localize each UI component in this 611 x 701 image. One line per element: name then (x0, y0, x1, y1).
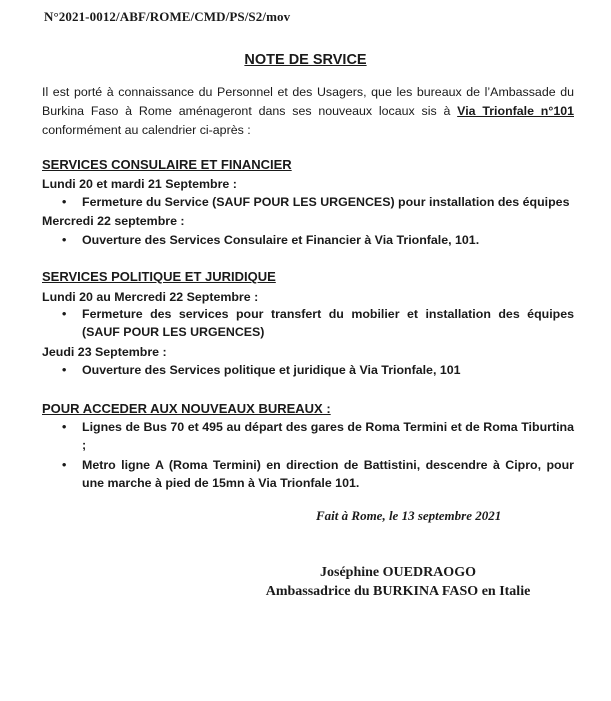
item-text: Fermeture du Service (SAUF POUR LES URGENCES) pour installation des équipes (82, 195, 570, 209)
item-text: Fermeture des services pour transfert du mobilier et installation des équipes (SAUF POUR LES URGENCES) (82, 307, 574, 339)
item-text: Ouverture des Services politique et juridique à Via Trionfale, 101 (82, 363, 461, 377)
signatory-name: Joséphine OUEDRAOGO (320, 565, 476, 580)
item-text: Ouverture des Services Consulaire et Financier à Via Trionfale, 101. (82, 233, 480, 247)
intro-address: Via Trionfale n°101 (457, 104, 574, 118)
section-access-heading: POUR ACCEDER AUX NOUVEAUX BUREAUX : (42, 401, 331, 416)
bullet-icon: • (62, 233, 67, 247)
section-consular-item-2 (62, 231, 574, 249)
intro-paragraph (42, 83, 574, 140)
section-access-item-2 (62, 456, 574, 492)
section-consular-item-1 (62, 193, 574, 211)
section-political-item-2 (62, 361, 574, 379)
signed-place-date: Fait à Rome, le 13 septembre 2021 (316, 508, 502, 523)
intro-text-end: conformément au calendrier ci-après : (42, 123, 251, 137)
reference-number: N°2021-0012/ABF/ROME/CMD/PS/S2/mov (44, 9, 291, 24)
section-access-item-1 (62, 418, 574, 454)
bullet-icon: • (62, 420, 67, 434)
bullet-icon: • (62, 458, 67, 472)
bullet-icon: • (62, 307, 67, 321)
bullet-icon: • (62, 195, 67, 209)
section-consular-heading: SERVICES CONSULAIRE ET FINANCIER (42, 157, 292, 172)
section-political-date-1: Lundi 20 au Mercredi 22 Septembre : (42, 290, 259, 304)
page-title: NOTE DE SRVICE (244, 52, 367, 68)
section-consular-date-2: Mercredi 22 septembre : (42, 214, 185, 228)
item-text: Lignes de Bus 70 et 495 au départ des gares de Roma Termini et de Roma Tiburtina ; (82, 420, 574, 452)
intro-text: Il est porté à connaissance du Personnel et des Usagers, que les bureaux de l’Ambassade du Burkina Faso à Rome aménageront dans ses nouveaux locaux sis à (42, 85, 574, 118)
section-political-date-2: Jeudi 23 Septembre : (42, 345, 167, 359)
section-political-item-1 (62, 305, 574, 341)
bullet-icon: • (62, 363, 67, 377)
section-political-heading: SERVICES POLITIQUE ET JURIDIQUE (42, 269, 276, 284)
section-consular-date-1: Lundi 20 et mardi 21 Septembre : (42, 177, 237, 191)
item-text: Metro ligne A (Roma Termini) en direction de Battistini, descendre à Cipro, pour une marche à pied de 15mn à Via Trionfale 101. (82, 458, 574, 490)
signatory-role: Ambassadrice du BURKINA FASO en Italie (265, 584, 531, 599)
